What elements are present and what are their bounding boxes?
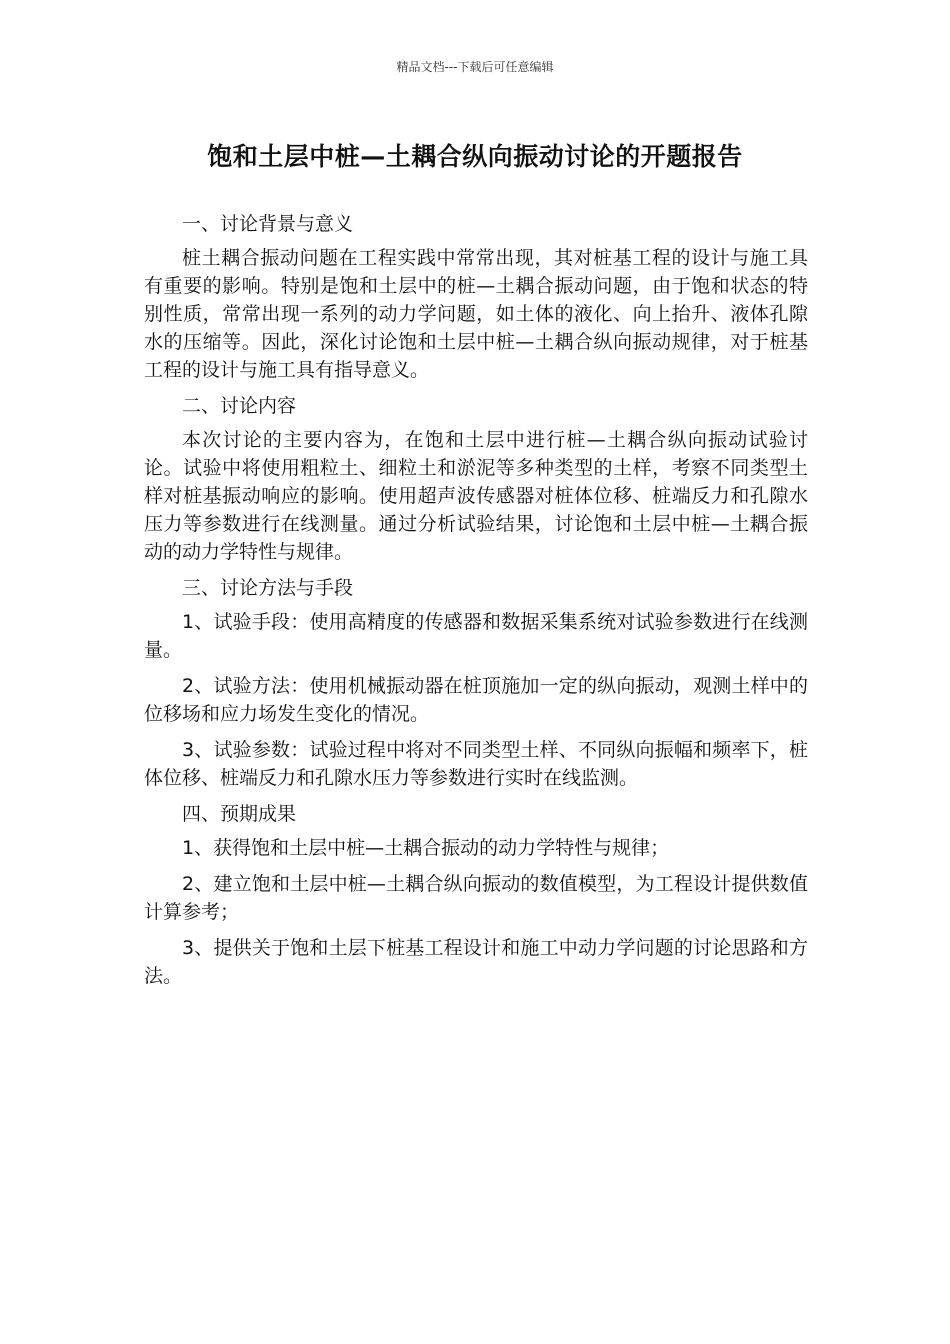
- section-content: [144, 392, 808, 566]
- section-heading: 三、讨论方法与手段: [182, 577, 354, 599]
- section-heading: 二、讨论内容: [182, 395, 297, 417]
- paragraph: 桩土耦合振动问题在工程实践中常常出现，其对桩基工程的设计与施工具有重要的影响。特别是饱和土层中的桩—土耦合振动问题，由于饱和状态的特别性质，常常出现一系列的动力学问题，如土体的液化、向上抬升、液体孔隙水的压缩等。因此，深化讨论饱和土层中桩—土耦合纵向振动规律，对于桩基工程的设计与施工具有指导意义。: [144, 247, 808, 381]
- document-title: 饱和土层中桩—土耦合纵向振动讨论的开题报告: [207, 142, 743, 171]
- section-background: [144, 210, 808, 384]
- list-item: 2、建立饱和土层中桩—土耦合纵向振动的数值模型，为工程设计提供数值计算参考；: [144, 873, 808, 923]
- section-expected-results: [144, 800, 808, 990]
- list-item: 3、试验参数：试验过程中将对不同类型土样、不同纵向振幅和频率下，桩体位移、桩端反力和孔隙水压力等参数进行实时在线监测。: [144, 739, 808, 789]
- list-item: 2、试验方法：使用机械振动器在桩顶施加一定的纵向振动，观测土样中的位移场和应力场发生变化的情况。: [144, 675, 808, 725]
- section-heading: 一、讨论背景与意义: [182, 213, 354, 235]
- list-item: 1、试验手段：使用高精度的传感器和数据采集系统对试验参数进行在线测量。: [144, 611, 808, 661]
- header-note: 精品文档---下载后可任意编辑: [396, 60, 554, 74]
- list-item: 3、提供关于饱和土层下桩基工程设计和施工中动力学问题的讨论思路和方法。: [144, 937, 808, 987]
- document-body: [144, 210, 808, 998]
- list-item: 1、获得饱和土层中桩—土耦合振动的动力学特性与规律；: [182, 837, 670, 859]
- paragraph: 本次讨论的主要内容为，在饱和土层中进行桩—土耦合纵向振动试验讨论。试验中将使用粗粒土、细粒土和淤泥等多种类型的土样，考察不同类型土样对桩基振动响应的影响。使用超声波传感器对桩体位移、桩端反力和孔隙水压力等参数进行在线测量。通过分析试验结果，讨论饱和土层中桩—土耦合振动的动力学特性与规律。: [144, 429, 808, 563]
- section-heading: 四、预期成果: [182, 803, 297, 825]
- section-methods: [144, 574, 808, 792]
